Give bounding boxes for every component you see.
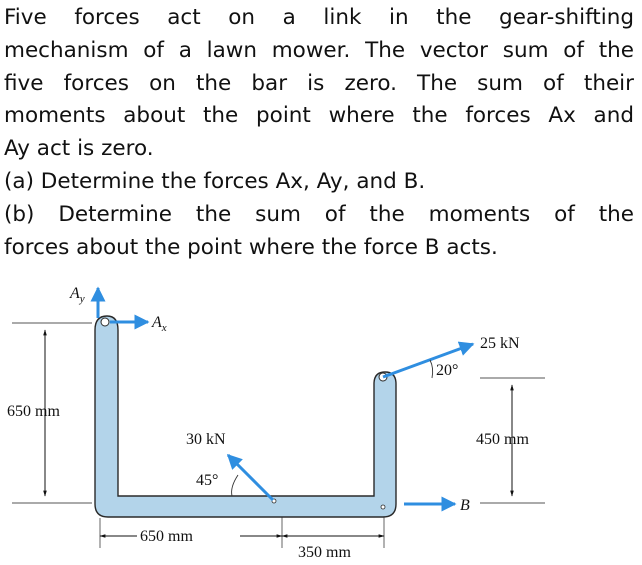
label-650mm-height: 650 mm <box>7 403 60 420</box>
label-45deg: 45° <box>196 472 219 489</box>
label-30kn: 30 kN <box>186 431 226 448</box>
part-b-line-2: forces about the point where the force B acts. <box>4 234 498 260</box>
intro-line-2: mechanism of a lawn mower. The vector sum of the <box>4 37 634 63</box>
intro-line-4: moments about the point where the forces Ax and <box>4 103 634 129</box>
force-30kn-arrow <box>228 455 273 500</box>
label-ax: $A_x$ <box>152 314 167 334</box>
link-figure <box>0 275 642 565</box>
intro-line-5: Ay act is zero. <box>4 136 154 162</box>
problem-statement <box>4 2 634 264</box>
pin-b <box>381 505 385 509</box>
label-350mm-width: 350 mm <box>298 544 351 561</box>
angle-45-arc <box>232 475 238 496</box>
intro-line-3: five forces on the bar is zero. The sum of their <box>4 70 634 96</box>
angle-20-arc <box>430 360 433 378</box>
label-20deg: 20° <box>436 362 459 379</box>
label-450mm-height: 450 mm <box>476 431 529 448</box>
label-650mm-width: 650 mm <box>140 528 193 545</box>
label-25kn: 25 kN <box>480 335 520 352</box>
label-ay: $A_y$ <box>70 285 85 305</box>
label-b: B <box>460 497 470 514</box>
part-a: (a) Determine the forces Ax, Ay, and B. <box>4 168 426 194</box>
intro-line-1: Five forces act on a link in the gear-shifting <box>4 5 634 30</box>
force-25kn-arrow <box>383 344 473 377</box>
part-b-line-1: (b) Determine the sum of the moments of the <box>4 201 634 227</box>
pin-a <box>101 318 109 326</box>
link-bar <box>95 316 396 517</box>
